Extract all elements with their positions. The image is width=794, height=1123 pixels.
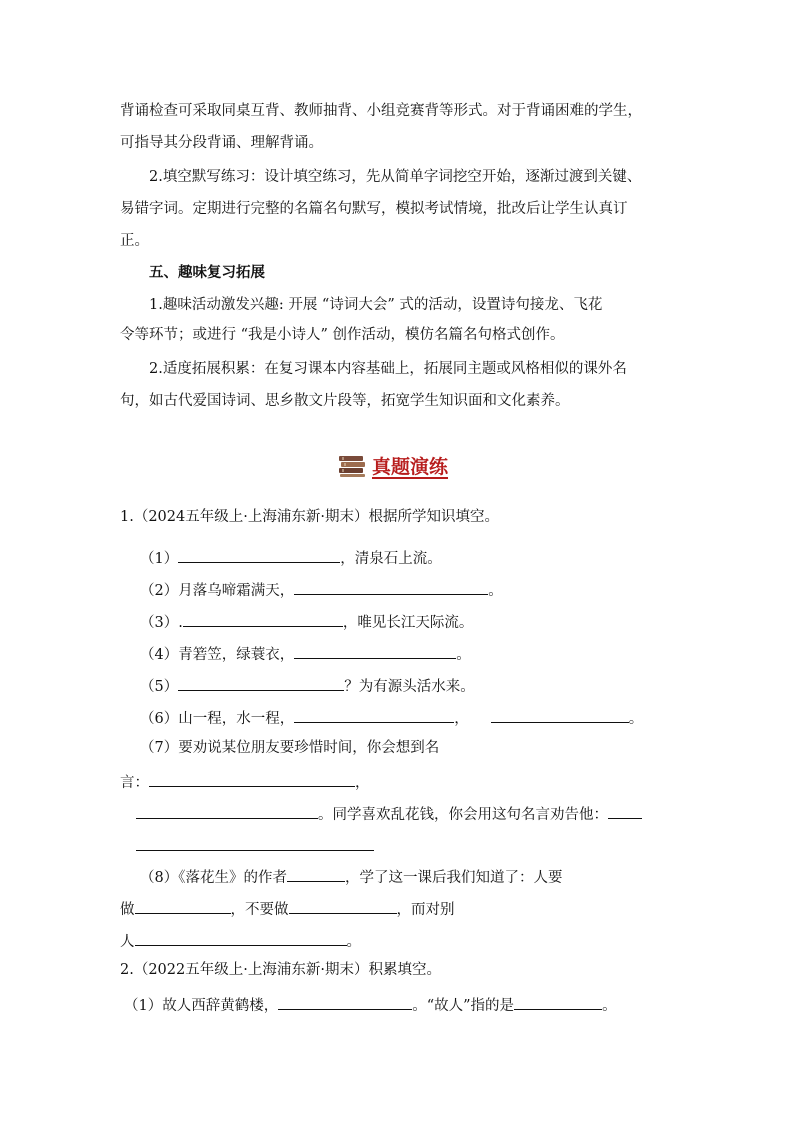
section-heading: 五、趣味复习拓展 xyxy=(149,264,265,281)
answer-blank[interactable] xyxy=(294,709,454,723)
fill-item-2: （2）月落乌啼霜满天， 。 xyxy=(140,583,503,599)
answer-blank[interactable] xyxy=(183,613,343,627)
answer-blank[interactable] xyxy=(135,900,231,914)
paragraph-line: 句，如古代爱国诗词、思乡散文片段等，拓宽学生知识面和文化素养。 xyxy=(120,393,570,409)
paragraph-line: 令等环节；或进行 “我是小诗人” 创作活动，模仿名篇名句格式创作。 xyxy=(120,327,565,343)
fill-item-8: （8）《落花生》的作者 ，学了这一课后我们知道了：人要 xyxy=(140,870,563,886)
answer-blank[interactable] xyxy=(278,996,412,1010)
answer-blank[interactable] xyxy=(491,709,629,723)
fill-item-7-cont2: 。同学喜欢乱花钱，你会用这句名言劝告他： xyxy=(136,805,642,823)
answer-blank[interactable] xyxy=(178,677,344,691)
fill-item-8-cont: 做 ，不要做 ，而对别 xyxy=(120,902,455,918)
paragraph-line: 1.趣味活动激发兴趣: 开展 “诗词大会” 式的活动，设置诗句接龙、飞花 xyxy=(149,297,603,313)
paragraph-line: 正。 xyxy=(120,233,149,249)
fill-item-4: （4）青箬笠，绿蓑衣， 。 xyxy=(140,647,471,663)
answer-blank[interactable] xyxy=(514,996,602,1010)
paragraph-line: 易错字词。定期进行完整的名篇名句默写，模拟考试情境，批改后让学生认真订 xyxy=(120,201,628,217)
practice-title-block xyxy=(338,452,448,479)
question-stem: 1.（2024五年级上·上海浦东新·期末）根据所学知识填空。 xyxy=(120,509,499,525)
paragraph-line: 2.填空默写练习：设计填空练习，先从简单字词挖空开始，逐渐过渡到关键、 xyxy=(149,169,642,185)
answer-blank[interactable] xyxy=(136,805,318,819)
answer-blank[interactable] xyxy=(294,645,456,659)
fill-item-7-cont: 言： ， xyxy=(120,775,370,791)
books-icon xyxy=(338,454,366,478)
answer-blank[interactable] xyxy=(287,868,345,882)
question-stem: 2.（2022五年级上·上海浦东新·期末）积累填空。 xyxy=(120,962,441,978)
fill-item-8-cont2: 人 。 xyxy=(120,934,361,950)
paragraph-line: 2.适度拓展积累：在复习课本内容基础上，拓展同主题或风格相似的课外名 xyxy=(149,361,627,377)
answer-blank[interactable] xyxy=(289,900,397,914)
fill-item-q2-1: （1）故人西辞黄鹤楼， 。“故人”指的是 。 xyxy=(124,998,617,1014)
answer-blank[interactable] xyxy=(178,549,340,563)
answer-blank[interactable] xyxy=(136,837,374,851)
paragraph-line: 背诵检查可采取同桌互背、教师抽背、小组竞赛背等形式。对于背诵困难的学生， xyxy=(120,103,642,119)
fill-item-3: （3）. ，唯见长江天际流。 xyxy=(140,615,474,631)
fill-item-6: （6）山一程，水一程， ， 。 xyxy=(140,711,644,727)
fill-item-1: （1） ，清泉石上流。 xyxy=(140,551,442,567)
fill-item-5: （5） ？为有源头活水来。 xyxy=(140,679,475,695)
paragraph-line: 可指导其分段背诵、理解背诵。 xyxy=(120,135,323,151)
answer-blank[interactable] xyxy=(294,581,488,595)
answer-blank[interactable] xyxy=(608,805,642,819)
answer-blank[interactable] xyxy=(135,932,347,946)
answer-blank[interactable] xyxy=(149,773,355,787)
fill-item-7: （7）要劝说某位朋友要珍惜时间，你会想到名 xyxy=(140,740,440,756)
fill-item-7-cont3 xyxy=(136,837,374,855)
practice-title: 真题演练 xyxy=(372,456,449,478)
